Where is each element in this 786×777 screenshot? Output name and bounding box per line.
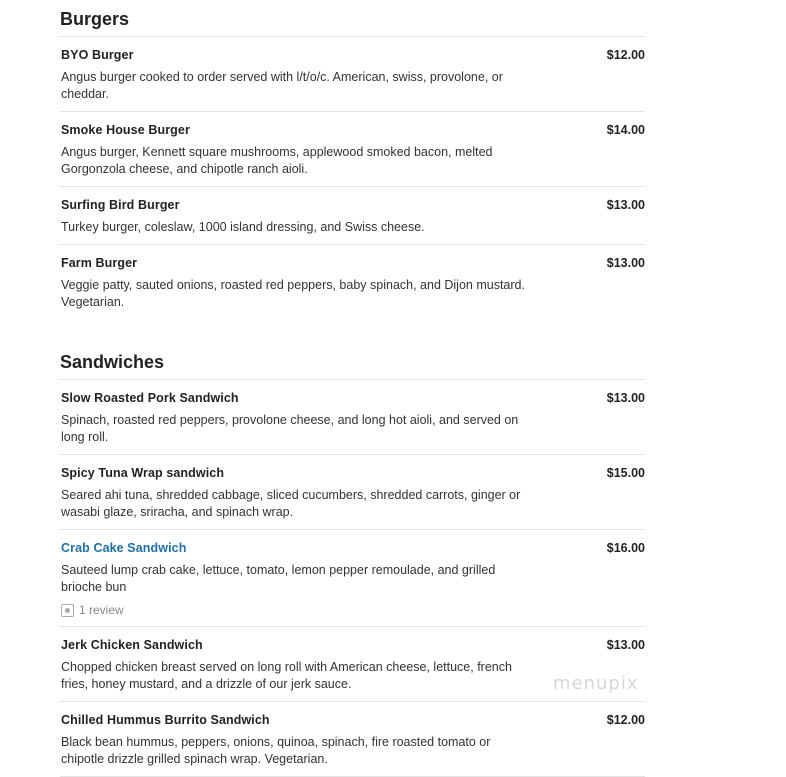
item-description: Turkey burger, coleslaw, 1000 island dressing, and Swiss cheese. xyxy=(61,220,425,234)
item-name: Surfing Bird Burger xyxy=(61,198,180,212)
item-price: $16.00 xyxy=(606,541,645,555)
item-name-link[interactable]: Crab Cake Sandwich xyxy=(61,541,187,555)
item-price: $13.00 xyxy=(606,256,645,270)
item-name: Jerk Chicken Sandwich xyxy=(61,638,203,652)
review-link[interactable] xyxy=(61,602,645,618)
watermark: menupix xyxy=(553,673,639,694)
item-price: $13.00 xyxy=(606,391,645,405)
item-name: Chilled Hummus Burrito Sandwich xyxy=(61,713,270,727)
item-name: Slow Roasted Pork Sandwich xyxy=(61,391,239,405)
section-title-burgers: Burgers xyxy=(60,9,130,29)
menu-item xyxy=(60,112,645,187)
item-name: Spicy Tuna Wrap sandwich xyxy=(61,466,225,480)
item-description: Veggie patty, sauted onions, roasted red peppers, baby spinach, and Dijon mustard. Vegetarian. xyxy=(61,278,525,309)
review-count: 1 review xyxy=(79,603,124,617)
menu-item xyxy=(60,455,645,530)
menu-item xyxy=(60,245,645,319)
item-price: $14.00 xyxy=(606,123,645,137)
menu xyxy=(60,0,645,777)
menu-item xyxy=(60,37,645,112)
item-price: $13.00 xyxy=(606,638,645,652)
menu-item xyxy=(60,187,645,245)
item-description: Black bean hummus, peppers, onions, quinoa, spinach, fire roasted tomato or chipotle drizzle grilled spinach wrap. Vegetarian. xyxy=(61,735,491,766)
item-description: Sauteed lump crab cake, lettuce, tomato, lemon pepper remoulade, and grilled brioche bun xyxy=(61,563,496,594)
item-price: $12.00 xyxy=(606,713,645,727)
section-title-sandwiches: Sandwiches xyxy=(60,352,165,372)
item-price: $15.00 xyxy=(606,466,645,480)
menu-item xyxy=(60,380,645,455)
item-price: $13.00 xyxy=(606,198,645,212)
item-description: Spinach, roasted red peppers, provolone cheese, and long hot aioli, and served on long roll. xyxy=(61,413,519,444)
item-name: Smoke House Burger xyxy=(61,123,190,137)
menu-item xyxy=(60,702,645,777)
item-name: BYO Burger xyxy=(61,48,134,62)
item-name: Farm Burger xyxy=(61,256,138,270)
item-price: $12.00 xyxy=(606,48,645,62)
item-description: Angus burger cooked to order served with l/t/o/c. American, swiss, provolone, or cheddar. xyxy=(61,70,503,101)
item-description: Chopped chicken breast served on long roll with American cheese, lettuce, french fries, honey mustard, and a drizzle of our jerk sauce. xyxy=(61,660,512,691)
item-description: Angus burger, Kennett square mushrooms, applewood smoked bacon, melted Gorgonzola cheese, and chipotle ranch aioli. xyxy=(61,145,493,176)
item-description: Seared ahi tuna, shredded cabbage, sliced cucumbers, shredded carrots, ginger or wasabi glaze, sriracha, and spinach wrap. xyxy=(61,488,521,519)
review-icon xyxy=(61,604,74,617)
menu-item xyxy=(60,530,645,627)
